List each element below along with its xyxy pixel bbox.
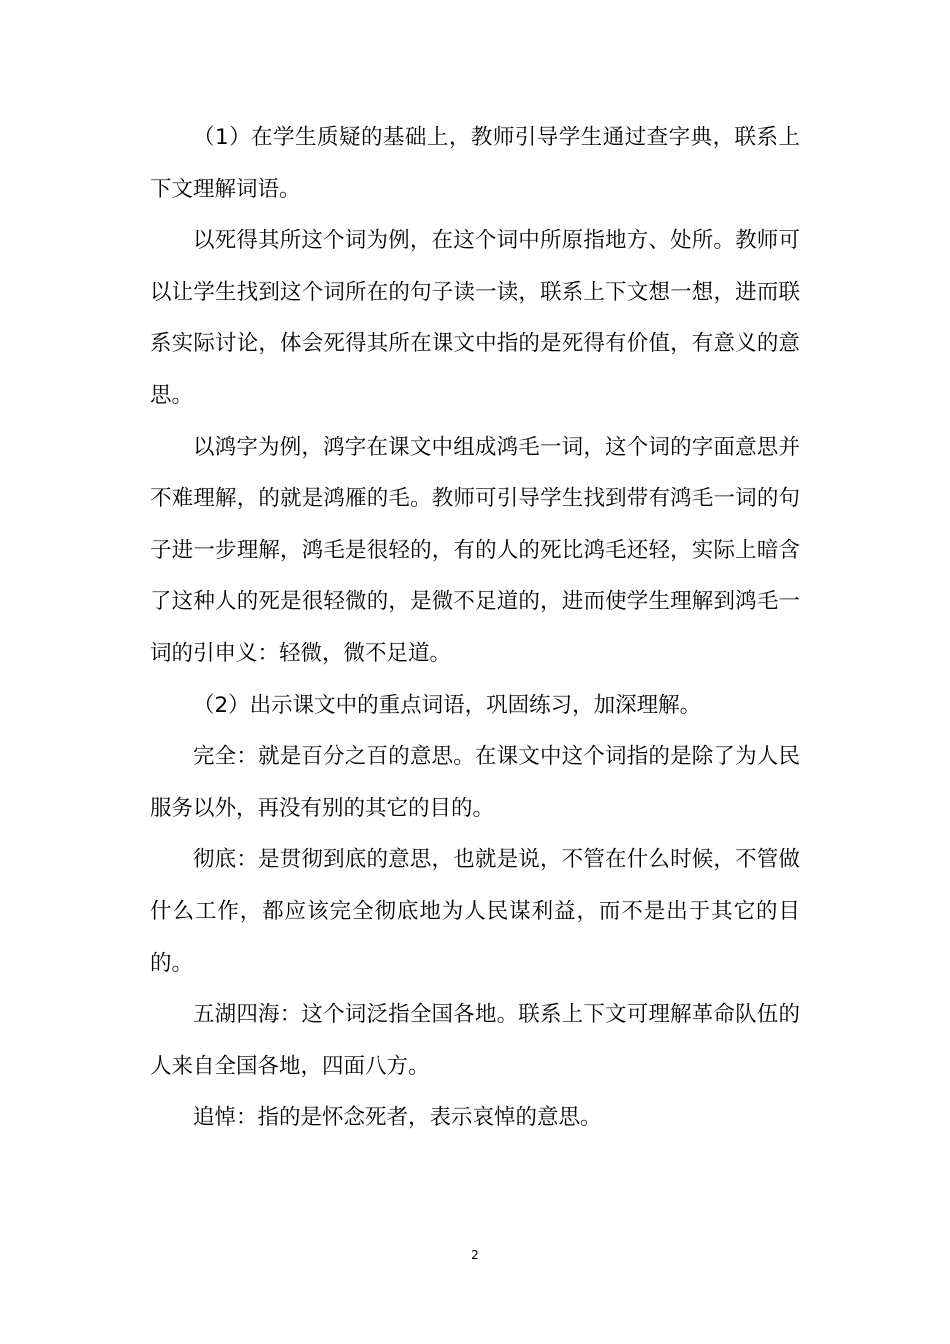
page-body [150,112,800,1144]
paragraph-step-2: （2）出示课文中的重点词语，巩固练习，加深理解。 [193,692,702,718]
paragraph-term-zhuidao: 追悼：指的是怀念死者，表示哀悼的意思。 [193,1105,602,1131]
paragraph-example-sidesuo: 以死得其所这个词为例，在这个词中所原指地方、处所。教师可以让学生找到这个词所在的句子读一读，联系上下文想一想，进而联系实际讨论，体会死得其所在课文中指的是死得有价值，有意义的意思。 [150,228,800,408]
paragraph-term-wuhusihai: 五湖四海：这个词泛指全国各地。联系上下文可理解革命队伍的人来自全国各地，四面八方。 [150,1002,800,1079]
paragraph-term-chedi: 彻底：是贯彻到底的意思，也就是说，不管在什么时候，不管做什么工作，都应该完全彻底地为人民谋利益，而不是出于其它的目的。 [150,847,800,976]
page-number: 2 [471,1248,479,1262]
paragraph-term-wanquan: 完全：就是百分之百的意思。在课文中这个词指的是除了为人民服务以外，再没有别的其它的目的。 [150,744,800,821]
paragraph-step-1: （1）在学生质疑的基础上，教师引导学生通过查字典，联系上下文理解词语。 [150,125,800,202]
paragraph-example-hongmao: 以鸿字为例，鸿字在课文中组成鸿毛一词，这个词的字面意思并不难理解，的就是鸿雁的毛。教师可引导学生找到带有鸿毛一词的句子进一步理解，鸿毛是很轻的，有的人的死比鸿毛还轻，实际上暗含了这种人的死是很轻微的，是微不足道的，进而使学生理解到鸿毛一词的引申义：轻微，微不足道。 [150,434,800,666]
